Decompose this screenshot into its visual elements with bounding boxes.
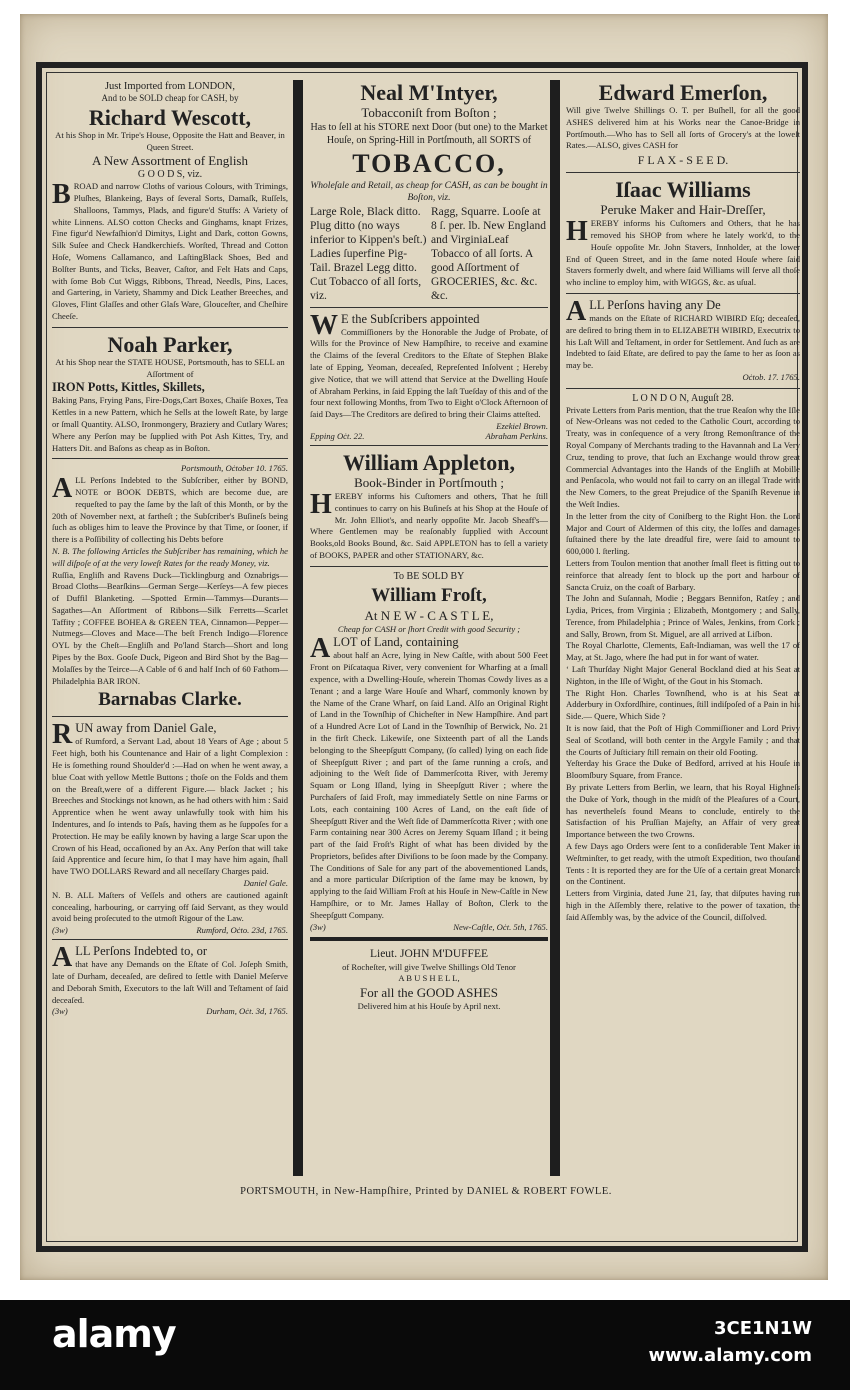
frost-terms: Cheap for CASH or ſhort Credit with good Security ; bbox=[337, 623, 521, 634]
news-paragraph: The Royal Charlotte, Clements, Eaſt-Indiaman, was well the 17 of May, at St. Jago, where ſhe had put in for want of water. bbox=[566, 640, 800, 663]
drop-cap: W bbox=[310, 309, 338, 341]
frost-name: William Froſt, bbox=[371, 584, 487, 606]
frost-date: New-Caſtle, Oċt. 5th, 1765. bbox=[453, 921, 548, 932]
column-rule-left bbox=[293, 80, 303, 1176]
imprint-footer: PORTSMOUTH, in New-Hampſhire, Printed by DANIEL & ROBERT FOWLE. bbox=[240, 1186, 612, 1197]
runaway-lead-text: UN away from Daniel Gale, bbox=[75, 721, 217, 736]
tobacco-heading: TOBACCO, bbox=[352, 149, 506, 178]
watermark-url: www.alamy.com bbox=[648, 1345, 812, 1366]
commission-sig2 bbox=[310, 431, 548, 441]
mintyer-terms: Wholeſale and Retail, as cheap for CASH, as can be bought in Boſton, viz. bbox=[310, 181, 548, 203]
news-paragraph: ‘ Laſt Thurſday Night Major General Bockland died at his Seat at Nighton, in the Iſle of Wight, of the Gout in his Stomach. bbox=[566, 664, 800, 686]
wescott-name: Richard Wescott, bbox=[88, 104, 252, 130]
appleton-body bbox=[310, 488, 548, 562]
emerson-flaxseed: F L A X - S E E D. bbox=[637, 153, 729, 168]
news-paragraph: Letters from Toulon mention that another ſmall fleet is fitting out to reinforce that already ſent to block up the port and harbour of Sancta Cruiz, on the coaſt of Barbary. bbox=[566, 557, 800, 592]
smith-footer bbox=[52, 1006, 288, 1016]
runaway-body: of Rumford, a Servant Lad, about 18 Years of Age ; about 5 Feet high, both his Countenance and Hair of a light Complexion : He is ſomething round Shoulder'd :—Had on when he went away, a blue Coat with yellow Mettle Buttons ; thoſe on the Folds and them on the Breaſt,were of a different Figure.— black Jacket ; his Breeches and Stockings not known, as he had others with him : Said Apprentice when he went away unlawfully took with him his Indentures, and ſo intends to Paſs, having them as he ſuppoſes for a Protection. He may be eaſily known by having a large Scar upon the Crown of his Head, occaſioned by an Ax. Any Perſon that will take ſaid Apprentice and ſecure him, ſo that I may have him again, ſhall have TWO DOLLARS Reward and all neceſſary Charges paid. bbox=[52, 736, 288, 877]
wescott-intro-2: And to be SOLD cheap for CASH, by bbox=[101, 93, 239, 103]
commission-sig1 bbox=[310, 421, 548, 431]
emerson-body: Will give Twelve Shillings O. T. per Buſhell, for all the good ASHES delivered him at his Works near the Canoe-Bridge in Portſmouth.—Who has to Sell all ſorts of Grocery's at the loweſt Rates.—ALSO, gives CASH for bbox=[566, 105, 800, 151]
watermark-logo: alamy bbox=[52, 1312, 176, 1356]
news-paragraph: A few Days ago Orders were ſent to a conſiderable Tent Maker in Weſtminſter, to get ready, with the utmoſt Expedition, two thouſand Tents : It is reported they are for the Uſe of a certain great Monarch on the Continent. bbox=[566, 841, 800, 887]
drop-cap: H bbox=[310, 488, 332, 520]
frost-lead bbox=[310, 633, 548, 665]
frost-tobe: To BE SOLD BY bbox=[393, 570, 465, 582]
drop-cap: A bbox=[52, 473, 73, 505]
parker-lead: IRON Potts, Kittles, Skillets, bbox=[52, 380, 205, 395]
runaway-footer bbox=[52, 925, 288, 935]
news-paragraph: The John and Suſannah, Modie ; Beggars Bennifon, Ratſey ; and Lydia, Prices, from Virginia ; Elizabeth, Montgomery ; and Sally, Terence, from Philadelphia ; Prince of Wales, Jenkins, from Cork ; and Sally, Brown, from St. Miguel, are all arrived at Liſbon. bbox=[566, 593, 800, 639]
news-dateline: L O N D O N, Auguſt 28. bbox=[632, 392, 734, 404]
commission-body: Commiſſioners by the Honorable the Judge of Probate, of Wills for the Province of New Hampſhire, to receive and examine the Claims of the ſeveral Creditors to the Eſtate of Stephen Blake late of Epping, Yeoman, deceaſed, Repreſented Inſolvent ; Hereby give Notice, that we will attend that Service at the Dwelling Houſe of Abraham Perkins, in ſaid Epping the laſt Tueſday of this and of the four next following Months, from Two to Eight o'Clock Afternoon of ſaid Days—The Creditors are deſired to bring their Claims atteſted. bbox=[310, 326, 548, 420]
mduffee-bushel: A B U S H E L L, bbox=[398, 973, 460, 984]
frost-place: At N E W - C A S T L E, bbox=[364, 607, 494, 623]
mintyer-trade: Tobacconiſt from Boſton ; bbox=[361, 105, 497, 120]
wescott-body-text: ROAD and narrow Cloths of various Colours, with Trimings, Pluſhes, Blankeing, Bays of ſeveral Sorts, Damaſk, Ruſſels, Shalloons, Tammys, Plads, and figure'd Stuffs: A Variety of white Linnens. ALSO cotton Checks and Ginghams, knapt Frizes, Fine figur'd Newfaſhion'd Dimitys, Light and Dark, cotton Gowns, Silk Suſee and Check Handkerchiefs. Worſted, Thread and Cotton Hoſe, Womens Callamanco, and LaſtingBlack Shoes, Bed and Bolſter Bunts, and Ticks, Beaver, Caſtor, and Felt Hats and Caps, with ſome Bob Cut Wiggs, Ribbons, Thread, Needls, Pins, Laces, and Gartering, in Variety, Shammy and Dick Leather Breeches, and Gloves, Flint Glaſſes and other Glaſs Ware, Glouceſter, and Cheſhire Cheeſe. bbox=[52, 181, 288, 321]
wescott-intro: Just Imported from LONDON, bbox=[104, 81, 236, 92]
news-paragraph: The Right Hon. Charles Townſhend, who is at his Seat at Adderbury in Oxfordſhire, continues, ſtill indiſpoſed of a Pain in his Side.— Quere, Which Side ? bbox=[566, 687, 800, 722]
runaway-date: Rumford, Oċto. 23d, 1765. bbox=[196, 925, 288, 936]
indebted-body bbox=[52, 475, 288, 546]
wibird-lead bbox=[566, 295, 800, 327]
mduffee-name: Lieut. JOHN M'DUFFEE bbox=[369, 947, 489, 960]
news-paragraph: By private Letters from Berlin, we learn, that his Royal Highneſs the Duke of York, though in the midſt of the Pleaſures of a Court, has nevertheleſs found Means to conclude, entirely to the Satisfaction of his Pruſſian Majeſty, an Affair of very great Importance between the two Crowns. bbox=[566, 782, 800, 840]
drop-cap: A bbox=[310, 633, 331, 665]
drop-cap: B bbox=[52, 179, 71, 211]
frost-footer bbox=[310, 922, 548, 932]
tobacco-list-left: Large Role, Black ditto. Plug ditto (no ways inferior to Kippen's beſt.) Ladies ſuperfine Pig-Tail. Brazel Legg ditto. Cut Tobacco of all ſorts, viz. bbox=[310, 205, 427, 302]
runaway-nb: N. B. ALL Maſters of Veſſels and others are cautioned againſt concealing, harbouring, or carrying off ſaid Servant, as they would avoid being proſecuted to the utmoſt Rigour of the Law. bbox=[52, 889, 288, 924]
frost-code: (3w) bbox=[310, 921, 326, 932]
wescott-assortment: A New Assortment of English bbox=[92, 153, 248, 169]
parker-body: Baking Pans, Frying Pans, Fire-Dogs,Cart Boxes, Chaiſe Boxes, Tea Kettles in a new Pattern, which he Sells at the loweſt Rate, by large or ſmall Quantity. ALSO, Ironmongery, Braziery and Cutlary Wares; Where any Perſon may be ſupplied with Pot Ash Kittes, Try, and Hatters Dit. and Baſons as cheap as in Boſton. bbox=[52, 395, 288, 453]
commission-lead-text: E the Subſcribers appointed bbox=[341, 311, 480, 326]
parker-name: Noah Parker, bbox=[107, 331, 233, 357]
mduffee-line3: Delivered him at his Houſe by April next. bbox=[357, 1001, 501, 1012]
column-left bbox=[52, 80, 288, 1180]
indebted-dateline: Portsmouth, Oċtober 10. 1765. bbox=[181, 463, 288, 474]
commission-signer-2: Abraham Perkins. bbox=[485, 430, 548, 441]
news-paragraph: Private Letters from Paris mention, that the true Reaſon why the Iſle of New-Orleans was not ceded to the Catholic Court, according to Treaty, was in conſequence of a very ſtrong Remonſtrance of the Royal Company of Merchants trading to the Havannah and La Very Cruz, tending to prove, that ſuch an Exchange would throw great Commercial Advantages into the Hands of the Engliſh at Mobille and Penſacola, who would not fail to carry on an illegal Trade with the New Comers, to the great Prejudice of the Spaniſh Revenue in the Weſt Indies. bbox=[566, 404, 800, 509]
williams-trade: Peruke Maker and Hair-Dreſſer, bbox=[600, 202, 766, 218]
commission-place: Epping Oċt. 22. bbox=[310, 430, 365, 441]
commission-lead bbox=[310, 309, 548, 341]
smith-lead-text: LL Perſons Indebted to, or bbox=[75, 944, 208, 959]
runaway-lead bbox=[52, 719, 288, 751]
smith-body: that have any Demands on the Eſtate of Col. Joſeph Smith, late of Durham, deceaſed, are deſired to ſettle with Daniel Meſerve and Deborah Smith, Executors to the laſt Will and Teſtament of ſaid deceaſed. bbox=[52, 959, 288, 1005]
wescott-body bbox=[52, 181, 288, 323]
news-paragraph: Letters from Virginia, dated June 21, ſay, that diſputes having run high in the Aſſembly there, relative to the power of taxation, the ſaid Aſſembly was, by the advice of the Council, diſſolved. bbox=[566, 888, 800, 922]
frost-lead-text: LOT of Land, containing bbox=[333, 635, 459, 650]
indebted-body-text: LL Perſons Indebted to the Subſcriber, either by BOND, NOTE or BOOK DEBTS, which are become due, are requeſted to pay the ſame by the laſt of this Month, or by the 20th of November next, at fartheſt ; the Subſcriber's Buſineſs being ſuch as obliges him to leave the Province by that Time, or ſooner, if there is a Poſſibility of collecting his Debts before bbox=[52, 475, 288, 545]
williams-body bbox=[566, 218, 800, 289]
wibird-body: mands on the Eſtate of RICHARD WIBIRD Eſq; deceaſed, are deſired to bring them in to ELIZABETH WIBIRD, Executrix to his Laſt Will and Teſtament, in order for Settlement. And ſuch as are Indebted to ſaid Eſtate, are deſired to pay the ſame to her as ſoon as may be. bbox=[566, 312, 800, 371]
smith-date: Durham, Oċt. 3d, 1765. bbox=[206, 1006, 288, 1017]
appleton-trade: Book-Binder in Portſmouth ; bbox=[354, 474, 504, 490]
williams-name: Iſaac Williams bbox=[615, 177, 751, 203]
wescott-goods: G O O D S, viz. bbox=[137, 169, 203, 181]
runaway-code: (3w) bbox=[52, 925, 68, 936]
runaway-signature: Daniel Gale. bbox=[243, 878, 288, 889]
mintyer-body: Has to ſell at his STORE next Door (but one) to the Market Houſe, on Spring-Hill in Portſmouth, all SORTS of bbox=[310, 122, 548, 146]
appleton-name: William Appleton, bbox=[343, 449, 515, 475]
indebted-list: Ruſſia, Engliſh and Ravens Duck—Ticklingburg and Oznabrigs—Broad Cloths—Bearſkins—German Serge—Kerſeys—A few pieces of Duffil Blanketing. —Spotted Ermin—Tammys—Durants—Sagathes—An Aſſortment of Ribbons—Silk Ferretts—Scarlet Taffity ; COFFEE BOHEA & GREEN TEA, Cinnamon—Pepper—Nutmegs—Cloves and Mace—The beſt French Indigo—Florence OYL by the Cheſt—Engliſh and Po'land Starch—Short and long Pipes by the Box. Gooſe Duck, Pigeon and Bird Shot by the Bag—Molaſſes by the Teirce—A Cable of 6 and half Inch of 60 Fathom—Philadelphia BAR IRON. bbox=[52, 569, 288, 686]
watermark-image-id: 3CE1N1W bbox=[714, 1318, 812, 1339]
news-paragraph: It is now ſaid, that the Poſt of High Commiſſioner and Lord Privy Seal of Scotland, will both center in the Argyle Family ; and that the Courts of Juſticiary ſtill remain on their old Footing. bbox=[566, 723, 800, 757]
smith-code: (3w) bbox=[52, 1006, 68, 1017]
mduffee-line1: of Rocheſter, will give Twelve Shillings Old Tenor bbox=[342, 961, 516, 972]
column-middle bbox=[310, 80, 548, 1175]
wescott-shop: At his Shop in Mr. Tripe's House, Opposite the Hatt and Beaver, in Queen Street. bbox=[55, 129, 285, 152]
emerson-name: Edward Emerſon, bbox=[598, 80, 768, 105]
news-paragraph: Yeſterday his Grace the Duke of Bedford, arrived at his Houſe in Bloomſbury Square, from France. bbox=[566, 758, 800, 781]
parker-shop: At his Shop near the STATE HOUSE, Portsmouth, has to SELL an Aſſortment of bbox=[55, 356, 285, 379]
commission-signer-1: Ezekiel Brown. bbox=[496, 420, 548, 431]
tobacco-list bbox=[310, 205, 548, 303]
drop-cap: R bbox=[52, 719, 73, 751]
mintyer-name: Neal M'Intyer, bbox=[360, 80, 498, 105]
drop-cap: A bbox=[566, 295, 587, 327]
indebted-nb: N. B. The following Articles the Subſcriber has remaining, which he will diſpoſe of at the very loweſt Rates for the ready Money, viz. bbox=[52, 545, 288, 568]
smith-lead bbox=[52, 942, 288, 974]
williams-body-text: EREBY informs his Cuſtomers and Others, that he has removed his SHOP from where he lately work'd, to the Houſe oppoſite Mr. John Stavers, Innholder, at the lower End of Queen Street, and in the ſame noted Houſe where ſaid Stavers formerly dwelt, and where ſaid Williams will ſerve all thoſe who incline to employ him, with WIGGS, &c. as uſual. bbox=[566, 218, 800, 288]
news-paragraph: In the letter from the city of Coniſberg to the Right Hon. the Lord Major and Court of Aldermen of this city, the loſſes and damages ſuſtained there by the late dreadful fire, were ſaid to amount to 600,000 l. ſterling. bbox=[566, 510, 800, 557]
frost-body: about half an Acre, lying in New Caſtle, with about 500 Feet Front on Piſcataqua River, very convenient for Wharfing at a ſmall expence, with a Dwelling-Houſe, wherein Thomas Cowdy lives as a Tenant ; and a large Ware Houſe and Wharf, commonly known by the Name of the Crane Wharf, on ſaid Land. Alſo an Original Right of Land in the Townſhip of Chicheſter in New Hampſhire. And part of a Hundred Acre Lot of Land in the Townſhip of Berwick, No. 21 in the firſt Check. Likewiſe, one Sixteenth part of all the Lands belonging to the Sheepſgutt Company, (ſo called) lying on each ſide of Sheepſgutt River ; and part of the ſame running a croſs, and adjoining to the Weſt ſide of Dammerſcotta River, with Jeremy Squam or Long Iſland, lying in Sheepſgutt River ; where the Purchaſers of ſaid Froſt, may immediately Settle on nine Farms or Lots, each containing 100 Acres of Land, on the eaſt ſide of Sheepſgutt River and the Weſt ſide of Dammerſcotta River ; with one Farm containing near 300 Acres on Jeremy Squam Iſland ; it being part of the ſaid Froſt's Right of what has been divided by the Proprietors, beſides after Diviſions to be ſoon made by the Company. The Conditions of Sale for any part of the abovementioned Lands, and a more particular Diſcription of the ſame may be known, by applying to the ſaid William Froſt at his Houſe in New-Caſtle in New Hampſhire, or to Mr. James Hallay of Boſton, Clerk to the Sheepſgutt Company. bbox=[310, 650, 548, 920]
clarke-name: Barnabas Clarke. bbox=[98, 689, 242, 711]
column-rule-right bbox=[550, 80, 560, 1176]
wibird-date: Oċtob. 17. 1765. bbox=[742, 371, 800, 382]
appleton-body-text: EREBY informs his Cuſtomers and others, That he ſtill continues to carry on his Buſineſs at his Shop at the Houſe of Mr. John Elliot's, and nearly oppoſite Mr. Jacob Sheaff's—Where Gentlemen may be reaſonably ſupplied with Account Books,old Books Bound, &c. Said APPLETON has to ſell a variety of BOOKS, PAPER and other STATIONARY, &c. bbox=[310, 490, 548, 560]
column-right bbox=[566, 80, 800, 1180]
wibird-lead-text: LL Perſons having any De bbox=[589, 297, 721, 312]
drop-cap: H bbox=[566, 216, 588, 248]
tobacco-list-right: Ragg, Squarre. Looſe at 8 ſ. per. lb. New England and VirginiaLeaf Tobacco of all ſorts. A good Aſſortment of GROCERIES, &c. &c. &c. bbox=[431, 205, 546, 302]
mduffee-ashes: For all the GOOD ASHES bbox=[360, 985, 498, 1001]
drop-cap: A bbox=[52, 942, 73, 974]
